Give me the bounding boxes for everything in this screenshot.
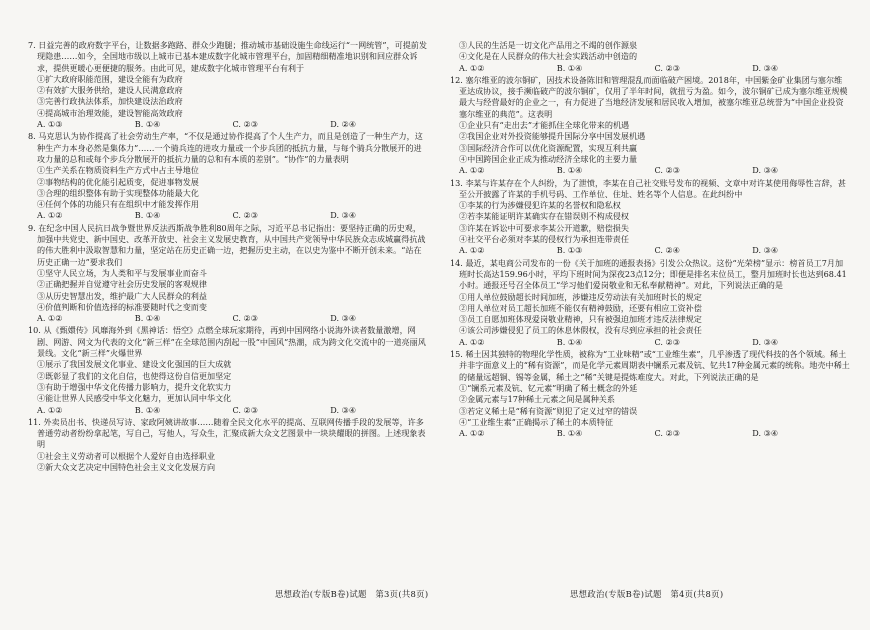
answer-choice: D. ③④	[752, 245, 779, 256]
page-footer-right: 思想政治(专版B卷)试题 第4页(共8页)	[570, 589, 724, 599]
answer-choice: D. ②④	[330, 119, 357, 130]
answer-choice: B. ①④	[556, 165, 583, 176]
answer-choice: B. ①④	[134, 119, 161, 130]
question-stem: 7. 日益完善的政府数字平台，让数据多跑路、群众少跑腿；推动城市基础设施生命线运行“一网统管”，可提前发现隐患……如今，全国地市级以上城市已基本建成数字化城市管理平台，加固精细精准地识别和回应群众诉求，提供更暖心更便捷的服务。由此可见，建成数字化城市管理平台有利于	[28, 40, 427, 73]
statement-option: ④该公司涉嫌侵犯了员工的休息休假权，没有尽到应承担的社会责任	[459, 325, 702, 336]
answer-choice: C. ②③	[232, 210, 259, 221]
answer-choice: C. ②③	[654, 428, 681, 439]
question-block	[450, 258, 850, 348]
statement-option: ②我国企业对外投资能够提升国际分享中国发展机遇	[459, 131, 646, 142]
question-stem: 10. 从《甄嬛传》风靡海外到《黑神话：悟空》点燃全球玩家期待，再到中国网络小说海外读者数量激增，网剧、网游、网文为代表的文化“新三样”在全球范围内刮起一股“中国风”热潮，成为跨文化交流中的一道亮丽风景线。文化“新三样”火爆世界	[28, 325, 426, 359]
question-stem: 8. 马克思认为协作提高了社会劳动生产率，“不仅是通过协作提高了个人生产力，而且是创造了一种生产力，这种生产力本身必然是集体力”……一个骑兵连的进攻力量或一个步兵团的抵抗力量，与每个骑兵分散展开的进攻力量的总和或每个步兵分散展开的抵抗力量的总和有本质的差别”。“协作”的力量表明	[28, 131, 423, 164]
answer-choice: A. ①②	[459, 62, 485, 73]
question-stem: 14. 最近，某电商公司发布的一份《关于加班的通报表扬》引发公众热议。这份“光荣榜”显示：榜首员工7月加班时长高达159.96小时，平均下班时间为深夜23点12分；即便是排名末位员工，整月加班时长也达到68.41小时。通报还号召全体员工“学习他们爱岗敬业和无私奉献精神”。对此，下列说法正确的是	[450, 257, 847, 291]
answer-choices	[28, 210, 428, 221]
answer-choice: A. ①③	[37, 119, 63, 130]
question-stem: 13. 李某与许某存在个人纠纷，为了泄愤，李某在自己社交账号发布的视频、文章中对许某使用侮辱性言辞，甚至公开披露了许某的手机号码、工作单位、住址、姓名等个人信息。在此纠纷中	[450, 177, 846, 199]
statement-option: ①社会主义劳动者可以根据个人爱好自由选择职业	[37, 450, 216, 461]
answer-choice: D. ③④	[752, 165, 779, 176]
statement-option: ③完善行政执法体系，加快建设法治政府	[37, 96, 183, 107]
answer-choice: C. ②③	[654, 62, 681, 73]
question-stem: 11. 外卖员出书、快递员写诗、家政阿姨讲故事……随着全民文化水平的提高、互联网传播手段的发展等，许多普通劳动者纷纷拿起笔，写自己，写他人，写众生，汇聚成新大众文艺图景中一块块耀眼的拼图。上述现象表明	[28, 416, 426, 450]
statement-option: ②事物结构的优化能引起质变，促进事物发展	[37, 176, 199, 187]
statement-option: ③许某在诉讼中可要求李某公开道歉，赔偿损失	[459, 222, 629, 233]
answer-choice: C. ②③	[232, 313, 259, 324]
question-block	[28, 40, 428, 130]
answer-choice: D. ③④	[330, 404, 357, 415]
question-stem: 9. 在纪念中国人民抗日战争暨世界反法西斯战争胜利80周年之际，习近平总书记指出：要坚持正确的历史观，加强中共党史、新中国史、改革开放史、社会主义发展史教育，从中国共产党领导中华民族众志成城赢得抗战的伟大胜利中汲取智慧和力量，坚定站在历史正确一边，把握历史主动，在以史为鉴中不断开创未来。“站在历史正确一边”要求我们	[28, 222, 426, 267]
answer-choice: B. ①④	[134, 313, 161, 324]
statement-option: ④提高城市治理效能，建设智能高效政府	[37, 107, 183, 118]
answer-choice: B. ①④	[134, 404, 161, 415]
answer-choice: A. ①②	[37, 404, 63, 415]
answer-choice: A. ①②	[459, 245, 485, 256]
statement-option: ②正确把握并自觉遵守社会历史发展的客观规律	[37, 279, 207, 290]
answer-choice: B. ①④	[134, 210, 161, 221]
answer-choice: D. ③④	[752, 336, 779, 347]
statement-option: ①坚守人民立场，为人类和平与发展事业而奋斗	[37, 267, 207, 278]
statement-option: ③合理的组织整体有助于实现整体功能最大化	[37, 187, 199, 198]
question-block	[450, 75, 850, 177]
question-block	[28, 325, 428, 415]
statement-option: ②新大众文艺决定中国特色社会主义文化发展方向	[37, 461, 216, 472]
statement-option: ①“镧系元素及钪、钇元素”明确了稀土概念的外延	[459, 382, 638, 393]
answer-choice: A. ①②	[459, 336, 485, 347]
statement-option: ④价值判断和价值选择的标准要随时代之变而变	[37, 301, 207, 312]
answer-choice: C. ②③	[654, 165, 681, 176]
statement-option: ②若李某能证明许某确实存在错误则不构成侵权	[459, 211, 629, 222]
statement-option: ④中国跨国企业正成为推动经济全球化的主要力量	[459, 153, 638, 164]
answer-choices	[450, 63, 850, 74]
question-block	[28, 223, 428, 325]
question-block	[28, 417, 428, 473]
right-column	[450, 40, 850, 440]
left-column	[28, 40, 428, 474]
answer-choice: D. ③④	[752, 428, 779, 439]
statement-option: ①生产关系在物质资料生产方式中占主导地位	[37, 165, 199, 176]
statement-option: ②有效扩大服务供给，建设人民满意政府	[37, 85, 183, 96]
answer-choice: A. ①②	[459, 165, 485, 176]
statement-option: ②用人单位对员工超长加班不能仅有精神鼓励，还要有相应工资补偿	[459, 302, 702, 313]
statement-option: ①扩大政府职能范围，建设全能有为政府	[37, 73, 183, 84]
statement-option: ②既彰显了我们的文化自信，也使得这份自信更加坚定	[37, 370, 232, 381]
statement-option: ③有助于增强中华文化传播力影响力，提升文化软实力	[37, 381, 232, 392]
statement-option: ④能让世界人民感受中华文化魅力，更加认同中华文化	[37, 393, 232, 404]
answer-choice: A. ①②	[37, 210, 63, 221]
statement-option: ③国际经济合作可以优化资源配置，实现互利共赢	[459, 142, 638, 153]
statement-option: ③若定义稀土是“稀有资源”则犯了定义过窄的错误	[459, 405, 638, 416]
question-stem: 15. 稀土因其独特的物理化学性质，被称为“工业味精”或“工业维生素”，几乎渗透了现代科技的各个领域。稀土并非字面意义上的“稀有资源”，而是化学元素周期表中镧系元素及钪、钇共17种金属元素的统称。地壳中稀土的储量远超铜、锡等金属，稀土之“稀”关键是提炼难度大。对此，下列说法正确的是	[450, 349, 850, 382]
statement-option: ③从历史智慧出发，维护最广大人民群众的利益	[37, 290, 207, 301]
answer-choice: C. ②③	[232, 404, 259, 415]
answer-choice: A. ①②	[459, 428, 485, 439]
answer-choice: C. ②④	[654, 245, 681, 256]
question-block	[450, 40, 850, 74]
answer-choice: B. ①④	[556, 428, 583, 439]
answer-choice: D. ③④	[330, 210, 357, 221]
answer-choices	[28, 405, 428, 416]
answer-choices	[450, 428, 850, 439]
statement-option: ③人民的生活是一切文化产品用之不竭的创作源泉	[459, 40, 638, 50]
statement-option: ④任何个体的功能只有在组织中才能发挥作用	[37, 199, 199, 210]
answer-choices	[450, 337, 850, 348]
question-block	[28, 131, 428, 221]
answer-choice: B. ①③	[556, 245, 583, 256]
statement-option: ①李某的行为涉嫌侵犯许某的名誉权和隐私权	[459, 200, 621, 211]
answer-choice: C. ②③	[232, 119, 259, 130]
statement-option: ④文化是在人民群众的伟大社会实践活动中创造的	[459, 51, 638, 62]
answer-choice: B. ①④	[556, 336, 583, 347]
question-block	[450, 178, 850, 257]
answer-choice: C. ②③	[654, 336, 681, 347]
page-footer-left: 思想政治(专版B卷)试题 第3页(共8页)	[275, 589, 429, 599]
answer-choices	[450, 165, 850, 176]
statement-option: ①展示了我国发展文化事业、建设文化强国的巨大成就	[37, 359, 232, 370]
statement-option: ①企业只有“走出去”才能抓住全球化带来的机遇	[459, 120, 630, 131]
statement-option: ④“工业维生素”正确揭示了稀土的本质特征	[459, 416, 613, 427]
statement-option: ④社交平台必须对李某的侵权行为承担连带责任	[459, 234, 629, 245]
answer-choice: D. ③④	[752, 62, 779, 73]
answer-choices	[28, 313, 428, 324]
answer-choice: D. ③④	[330, 313, 357, 324]
statement-option: ③员工自愿加班体现爱岗敬业精神，只有被强迫加班才违反法律规定	[459, 314, 702, 325]
statement-option: ①用人单位鼓励超长时间加班，涉嫌违反劳动法有关加班时长的规定	[459, 291, 702, 302]
question-stem: 12. 塞尔维亚的波尔铜矿，因技术设备陈旧和管理混乱而面临破产困境。2018年，中国紫金矿业集团与塞尔维亚达成协议，接手濒临破产的波尔铜矿，仅用了半年时间，就扭亏为盈。如今，波尔铜矿已成为塞尔维亚规模最大与经营最好的企业之一，有力促进了当地经济发展和居民收入增加，被塞尔维亚总统誉为“中国企业投资塞尔维亚的典范”。这表明	[450, 74, 848, 119]
question-block	[450, 349, 850, 439]
answer-choice: B. ①④	[556, 62, 583, 73]
answer-choices	[28, 119, 428, 130]
answer-choices	[450, 245, 850, 256]
statement-option: ②金属元素与17种稀土元素之间是属种关系	[459, 394, 615, 405]
answer-choice: A. ①②	[37, 313, 63, 324]
